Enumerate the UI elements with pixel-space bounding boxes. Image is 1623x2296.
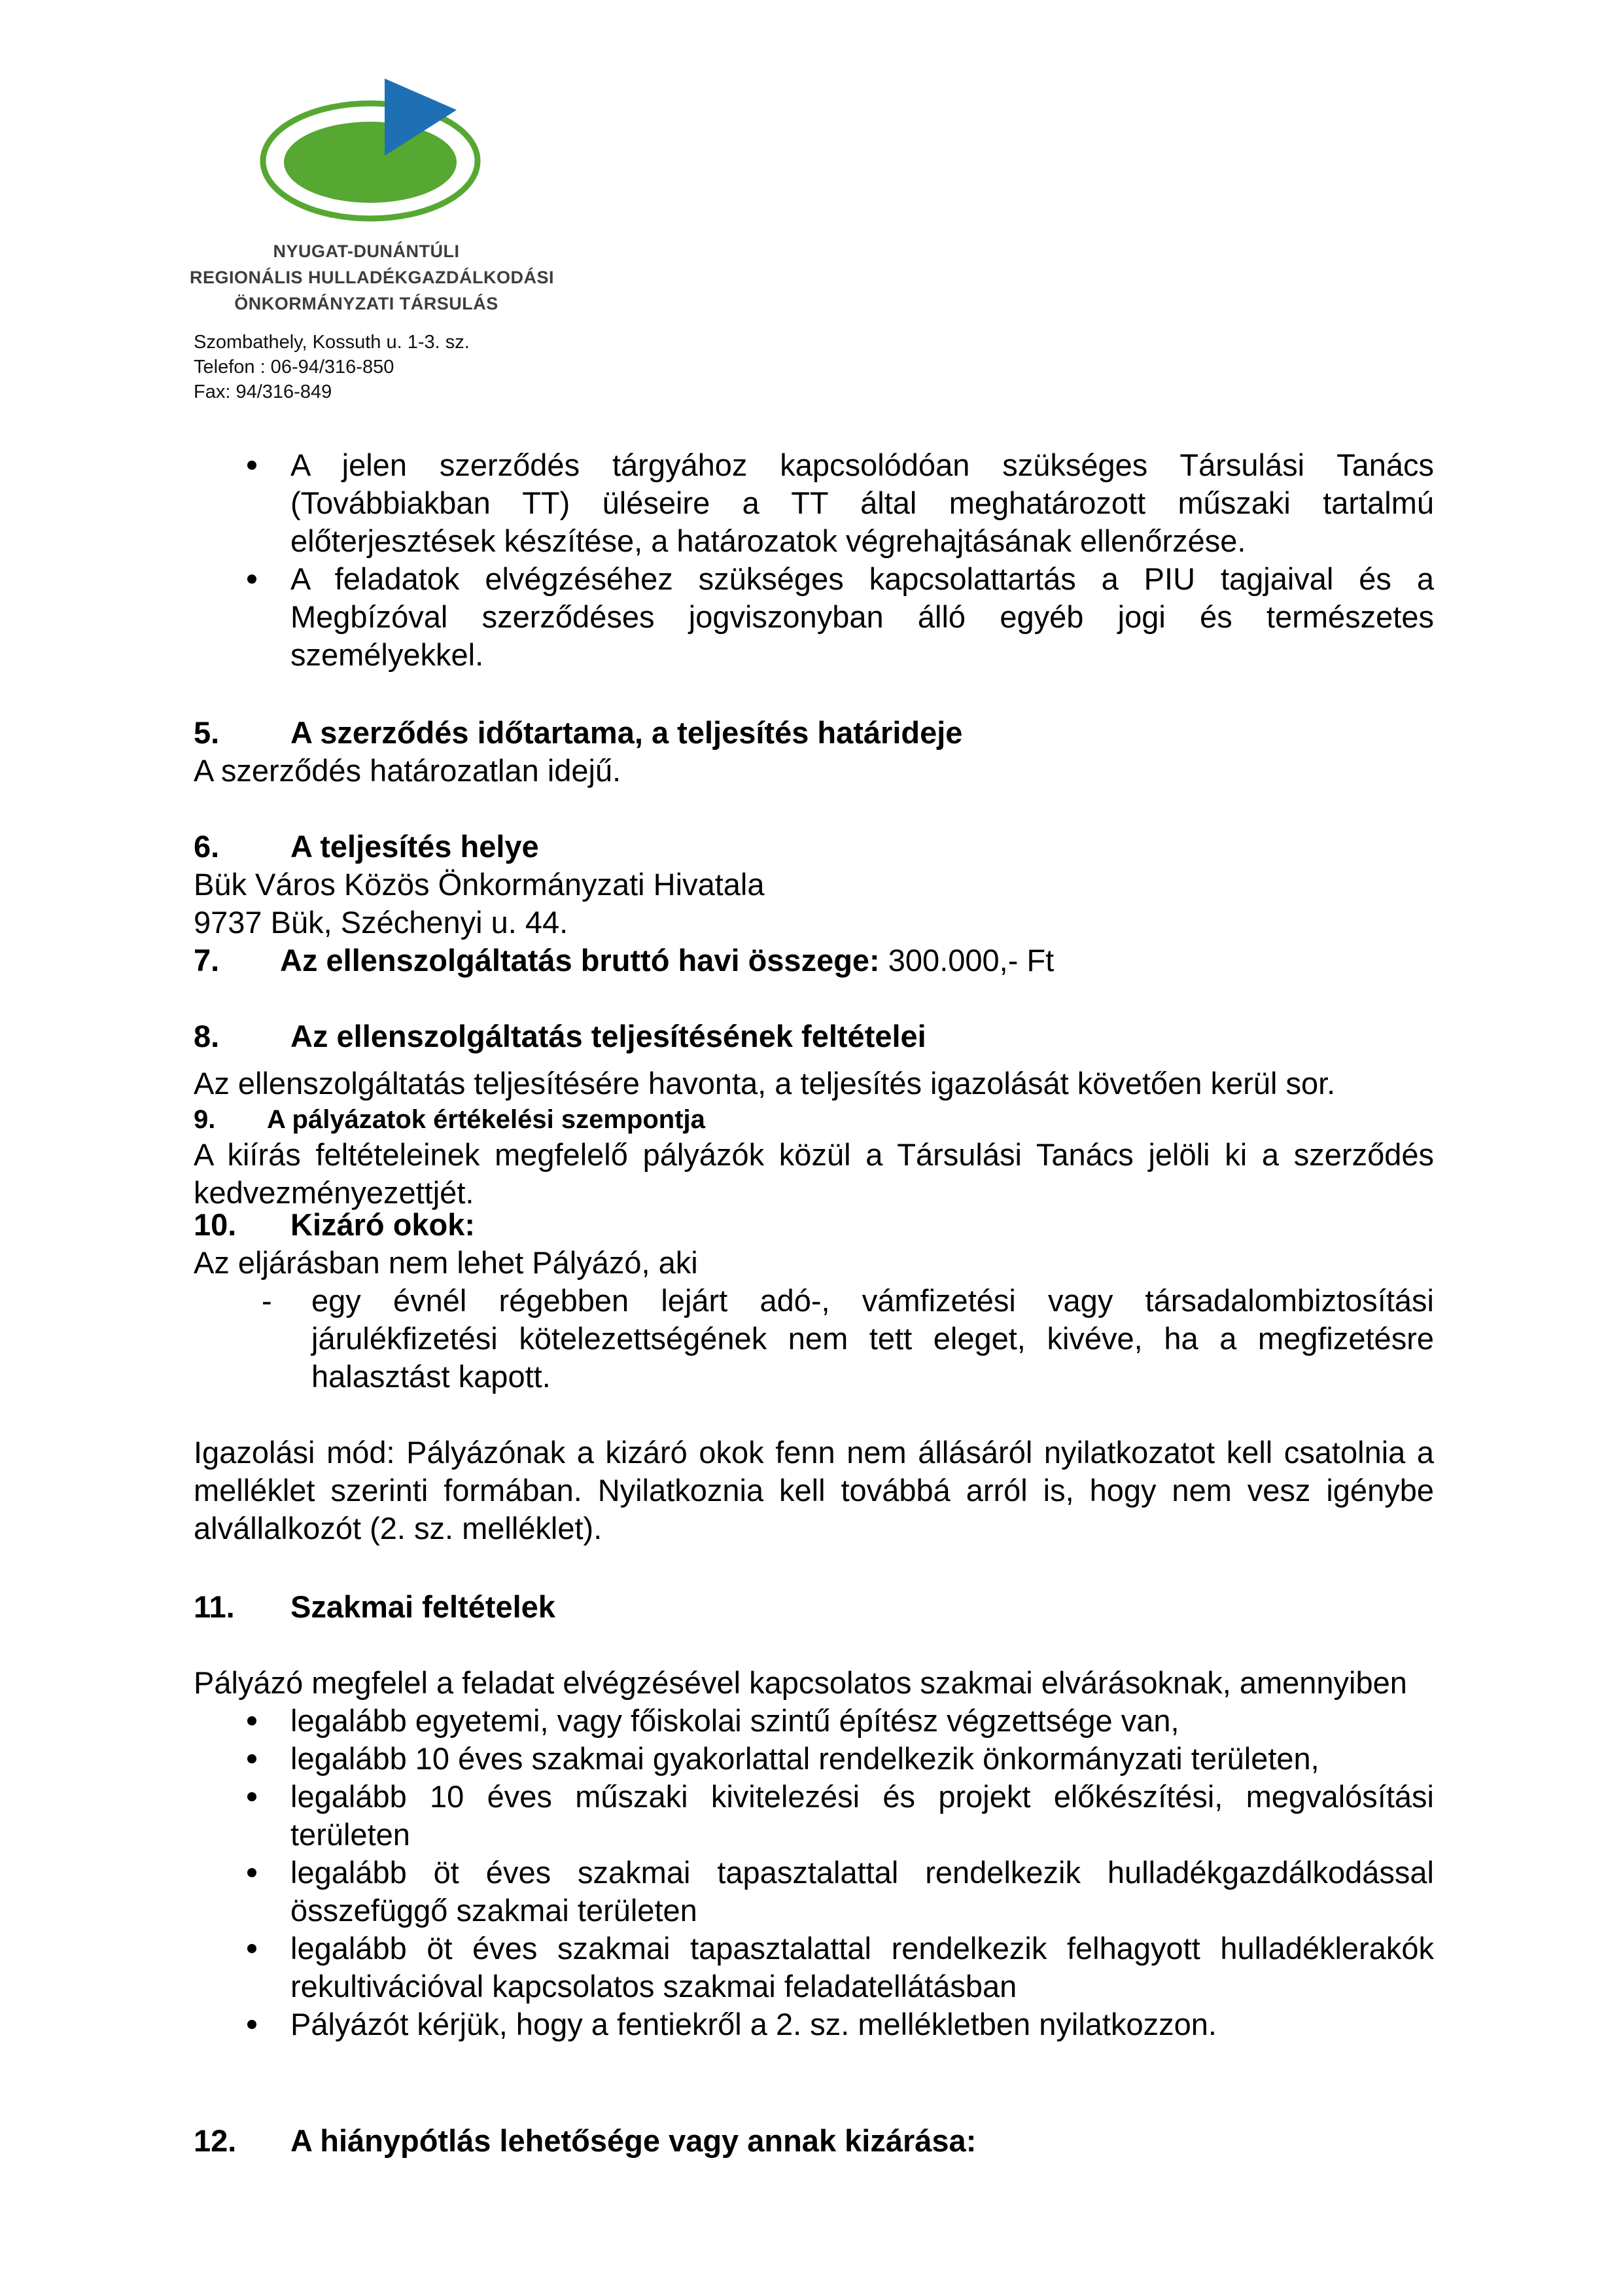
phone: Telefon : 06-94/316-850 (194, 357, 394, 378)
intro-bullet-list (194, 446, 1434, 674)
section-title: A hiánypótlás lehetősége vagy annak kizárása: (290, 2123, 977, 2158)
section-8-text: Az ellenszolgáltatás teljesítésére havonta, a teljesítés igazolását követően kerül sor. (194, 1066, 1336, 1101)
section-9-heading (194, 1103, 1434, 1136)
organization-logo (259, 77, 488, 232)
section-12 (194, 2122, 1434, 2160)
list-item (194, 2005, 1434, 2043)
section-title: Az ellenszolgáltatás teljesítésének feltételei (290, 1019, 926, 1053)
section-6-line-2: 9737 Bük, Széchenyi u. 44. (194, 905, 568, 940)
section-7-value: 300.000,- Ft (879, 943, 1055, 978)
section-10-proof: Igazolási mód: Pályázónak a kizáró okok fenn nem állásáról nyilatkozatot kell csatolnia a melléklet szerinti formában. Nyilatkoznia kell továbbá arról is, hogy nem vesz igénybe alvállalkozót (2. sz. melléklet). (194, 1435, 1434, 1545)
dash-item-text: egy évnél régebben lejárt adó-, vámfizetési vagy társadalombiztosítási járulékfizetési kötelezettségének nem tett eleget, kivéve, ha a megfizetésre halasztást kapott. (311, 1283, 1434, 1394)
organization-name (190, 238, 554, 317)
section-title: Az ellenszolgáltatás bruttó havi összege: (280, 943, 880, 978)
bullet-icon (247, 1944, 256, 1953)
bullet-icon (247, 574, 256, 584)
logo-inner-ellipse (284, 122, 457, 203)
section-number: 11. (194, 1589, 235, 1624)
section-title: A szerződés időtartama, a teljesítés határideje (290, 715, 963, 750)
contact-info (194, 330, 470, 404)
section-10-intro: Az eljárásban nem lehet Pályázó, aki (194, 1245, 698, 1280)
section-title: A teljesítés helye (290, 829, 539, 864)
section-9 (194, 1103, 1434, 1212)
section-11 (194, 1588, 1434, 2043)
section-title: Kizáró okok: (290, 1207, 476, 1242)
section-number: 7. (194, 943, 220, 978)
section-title: Szakmai feltételek (290, 1589, 555, 1624)
bullet-text: legalább öt éves szakmai tapasztalattal rendelkezik felhagyott hulladéklerakók rekultivációval kapcsolatos szakmai feladatellátásban (290, 1931, 1434, 2004)
section-8-heading (194, 1017, 1434, 1055)
section-number: 8. (194, 1019, 220, 1053)
org-name-line-3: ÖNKORMÁNYZATI TÁRSULÁS (234, 294, 498, 313)
section-5-heading (194, 714, 1434, 752)
address: Szombathely, Kossuth u. 1-3. sz. (194, 332, 470, 353)
list-item (194, 446, 1434, 560)
bullet-text: Pályázót kérjük, hogy a fentiekről a 2. sz. mellékletben nyilatkozzon. (290, 2007, 1217, 2041)
section-9-text: A kiírás feltételeinek megfelelő pályázók közül a Társulási Tanács jelöli ki a szerződés kedvezményezettjét. (194, 1137, 1434, 1210)
section-10-heading (194, 1206, 1434, 1244)
list-item (194, 1702, 1434, 1740)
section-11-heading (194, 1588, 1434, 1626)
org-name-line-1: NYUGAT-DUNÁNTÚLI (273, 241, 460, 261)
section-number: 12. (194, 2123, 237, 2158)
section-11-intro: Pályázó megfelel a feladat elvégzésével kapcsolatos szakmai elvárásoknak, amennyiben (194, 1665, 1407, 1700)
bullet-icon (247, 1716, 256, 1725)
section-10 (194, 1206, 1434, 1547)
org-name-line-2: REGIONÁLIS HULLADÉKGAZDÁLKODÁSI (190, 268, 554, 287)
bullet-icon (247, 2020, 256, 2029)
fax: Fax: 94/316-849 (194, 381, 332, 402)
list-item (194, 1930, 1434, 2005)
section-5 (194, 714, 1434, 790)
bullet-icon (247, 1754, 256, 1763)
bullet-text: A jelen szerződés tárgyához kapcsolódóan szükséges Társulási Tanács (Továbbiakban TT) üléseire a TT által meghatározott műszaki tartalmú előterjesztések készítése, a határozatok végrehajtásának ellenőrzése. (290, 448, 1434, 558)
list-item (194, 1740, 1434, 1778)
section-number: 6. (194, 829, 220, 864)
list-item (194, 1778, 1434, 1854)
section-number: 10. (194, 1207, 237, 1242)
section-number: 9. (194, 1105, 216, 1134)
section-6-line-1: Bük Város Közös Önkormányzati Hivatala (194, 867, 765, 902)
requirements-list (194, 1702, 1434, 2043)
bullet-text: legalább öt éves szakmai tapasztalattal rendelkezik hulladékgazdálkodással összefüggő szakmai területen (290, 1855, 1434, 1928)
list-item (194, 560, 1434, 674)
dash-list-item (194, 1282, 1434, 1396)
section-8 (194, 1017, 1434, 1103)
bullet-text: legalább 10 éves műszaki kivitelezési és projekt előkészítési, megvalósítási területen (290, 1779, 1434, 1852)
bullet-icon (247, 1792, 256, 1801)
section-5-text: A szerződés határozatlan idejű. (194, 753, 621, 788)
bullet-text: legalább egyetemi, vagy főiskolai szintű építész végzettsége van, (290, 1703, 1179, 1738)
dash-icon: - (262, 1283, 272, 1318)
section-6-heading (194, 828, 1434, 866)
bullet-text: legalább 10 éves szakmai gyakorlattal rendelkezik önkormányzati területen, (290, 1741, 1319, 1776)
section-title: A pályázatok értékelési szempontja (267, 1105, 705, 1134)
section-number: 5. (194, 715, 220, 750)
section-6 (194, 828, 1434, 942)
bullet-icon (247, 461, 256, 470)
bullet-icon (247, 1868, 256, 1877)
list-item (194, 1854, 1434, 1930)
section-7 (194, 942, 1434, 980)
bullet-text: A feladatok elvégzéséhez szükséges kapcsolattartás a PIU tagjaival és a Megbízóval szerződéses jogviszonyban álló egyéb jogi és természetes személyekkel. (290, 561, 1434, 672)
